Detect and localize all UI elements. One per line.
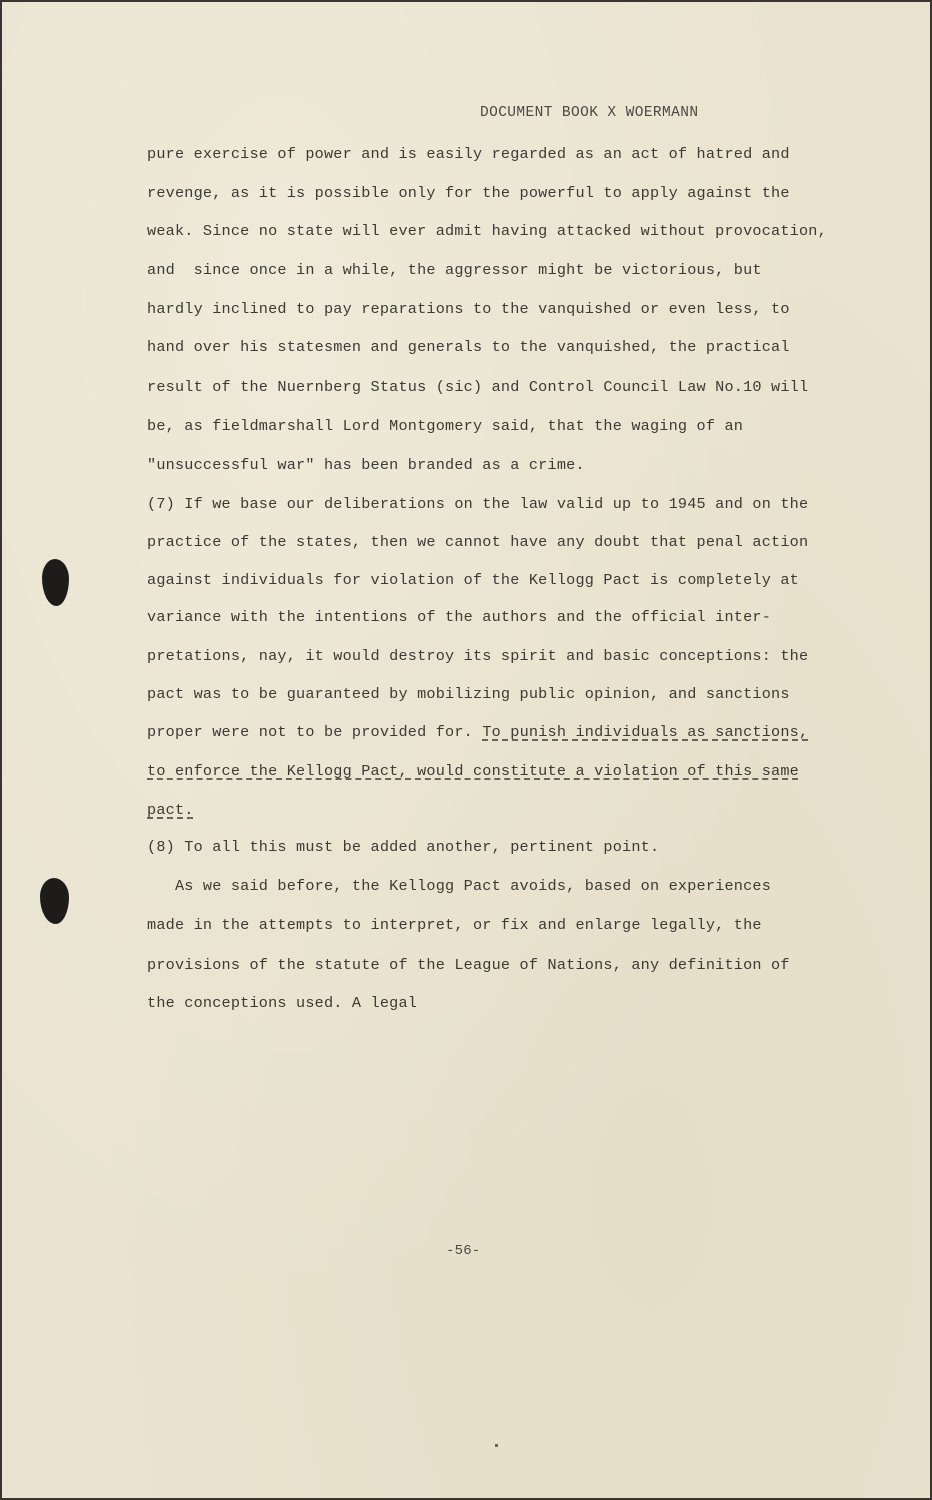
text-line: hardly inclined to pay reparations to the vanquished or even less, to (147, 300, 790, 318)
text-line: "unsuccessful war" has been branded as a crime. (147, 456, 585, 474)
text-line: As we said before, the Kellogg Pact avoids, based on experiences (147, 877, 772, 895)
text-line: result of the Nuernberg Status (sic) and Control Council Law No.10 will (147, 378, 809, 396)
text-line: against individuals for violation of the Kellogg Pact is completely at (147, 571, 799, 589)
plain-text: proper were not to be provided for. (147, 723, 483, 741)
text-line: pretations, nay, it would destroy its spirit and basic conceptions: the (147, 647, 809, 665)
document-page (2, 2, 930, 1498)
underlined-text: To punish individuals as sanctions, (482, 723, 809, 741)
paper-speck (495, 1444, 498, 1447)
text-line: provisions of the statute of the League of Nations, any definition of (147, 956, 790, 974)
text-line: hand over his statesmen and generals to the vanquished, the practical (147, 338, 790, 356)
text-line: be, as fieldmarshall Lord Montgomery said, that the waging of an (147, 417, 744, 435)
text-line (147, 723, 808, 741)
text-line: made in the attempts to interpret, or fix and enlarge legally, the (147, 916, 762, 934)
paragraph-8-line: (8) To all this must be added another, pertinent point. (147, 838, 660, 856)
text-line: pure exercise of power and is easily regarded as an act of hatred and (147, 145, 790, 163)
punch-hole-icon (42, 559, 69, 606)
text-line: pact was to be guaranteed by mobilizing public opinion, and sanctions (147, 685, 790, 703)
text-line: the conceptions used. A legal (147, 994, 418, 1012)
text-line: revenge, as it is possible only for the powerful to apply against the (147, 184, 790, 202)
page-number: -56- (446, 1243, 481, 1259)
underlined-text-line: pact. (147, 801, 194, 819)
text-line: weak. Since no state will ever admit having attacked without provocation, (147, 222, 827, 240)
text-line: variance with the intentions of the authors and the official inter- (147, 608, 772, 626)
text-line: and since once in a while, the aggressor might be victorious, but (147, 261, 762, 279)
text-line: practice of the states, then we cannot have any doubt that penal action (147, 533, 809, 551)
paragraph-7-line: (7) If we base our deliberations on the law valid up to 1945 and on the (147, 495, 809, 513)
document-header: DOCUMENT BOOK X WOERMANN (480, 105, 699, 121)
punch-hole-icon (40, 878, 69, 924)
underlined-text-line: to enforce the Kellogg Pact, would constitute a violation of this same (147, 762, 799, 780)
